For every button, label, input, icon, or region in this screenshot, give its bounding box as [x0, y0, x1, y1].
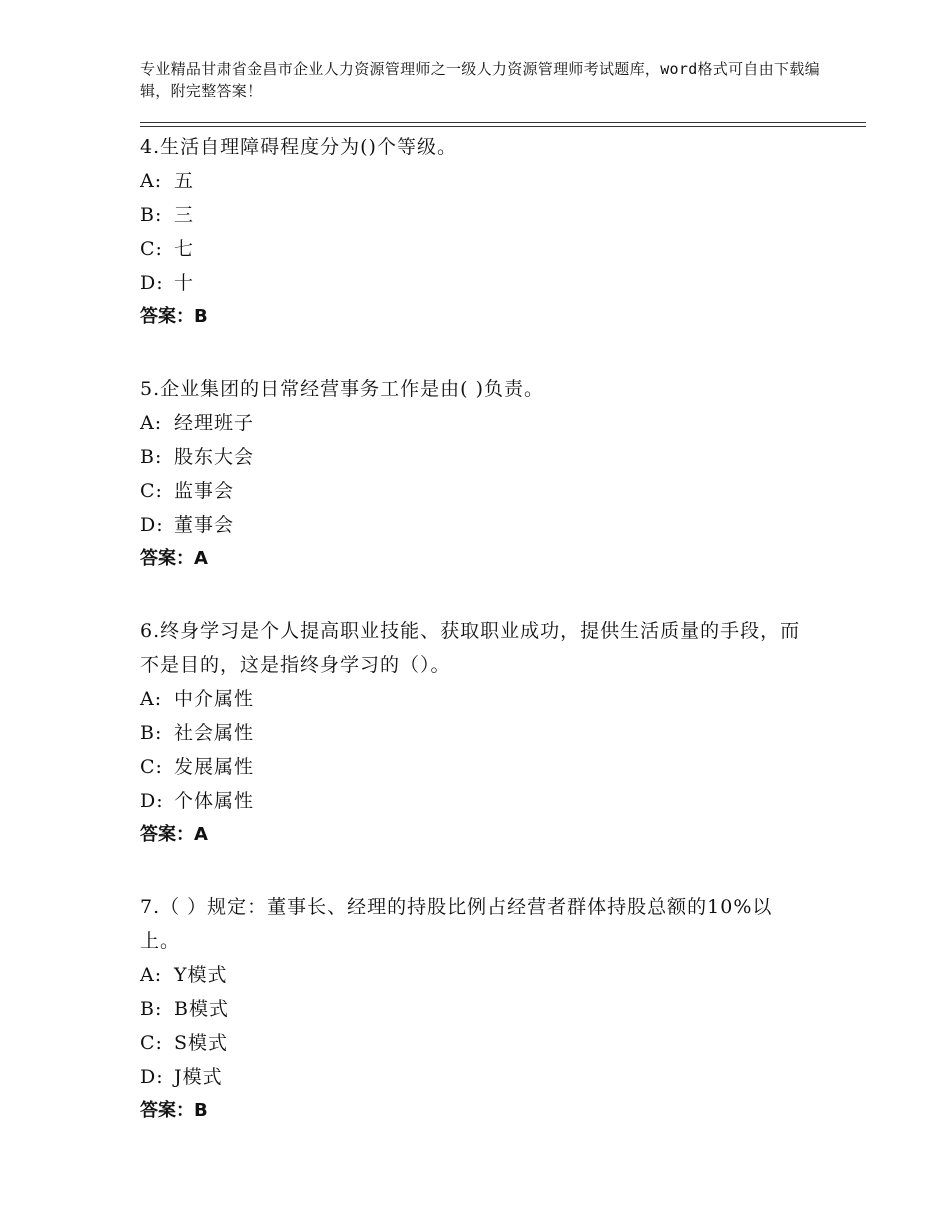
answer-line: 答案：A [140, 824, 208, 845]
option-text: 七 [174, 238, 195, 260]
option-letter: B: [140, 722, 163, 744]
option-letter: C: [140, 238, 163, 260]
option-b [140, 992, 810, 1026]
document-header: 专业精品甘肃省金昌市企业人力资源管理师之一级人力资源管理师考试题库，word格式可自由下载编辑，附完整答案！ [140, 60, 820, 100]
option-text: 股东大会 [174, 446, 255, 468]
option-text: S模式 [174, 1032, 229, 1054]
option-letter: B: [140, 998, 163, 1020]
option-text: 监事会 [174, 480, 235, 502]
option-text: 董事会 [174, 514, 235, 536]
question-stem: 4.生活自理障碍程度分为()个等级。 [140, 136, 457, 158]
option-letter: A: [140, 688, 163, 710]
option-letter: A: [140, 412, 163, 434]
option-text: 经理班子 [174, 412, 255, 434]
option-a [140, 682, 810, 716]
answer-line: 答案：B [140, 1100, 208, 1121]
question-6 [140, 614, 810, 852]
option-b [140, 716, 810, 750]
header-divider-top [140, 122, 866, 123]
question-stem: 7.（ ）规定：董事长、经理的持股比例占经营者群体持股总额的10%以上。 [140, 896, 773, 952]
option-text: 社会属性 [174, 722, 255, 744]
question-5 [140, 372, 810, 576]
option-letter: D: [140, 790, 164, 812]
option-c [140, 474, 810, 508]
option-b [140, 198, 810, 232]
option-text: Y模式 [174, 964, 228, 986]
option-letter: C: [140, 756, 163, 778]
option-letter: A: [140, 964, 163, 986]
option-text: J模式 [174, 1066, 223, 1088]
option-text: 三 [174, 204, 195, 226]
option-letter: A: [140, 170, 163, 192]
option-letter: B: [140, 204, 163, 226]
option-letter: B: [140, 446, 163, 468]
answer-line: 答案：A [140, 548, 208, 569]
option-text: B模式 [174, 998, 229, 1020]
option-text: 发展属性 [174, 756, 255, 778]
question-list [140, 130, 810, 1166]
header-divider-bottom [140, 126, 866, 127]
option-text: 个体属性 [174, 790, 255, 812]
option-text: 十 [174, 272, 195, 294]
option-letter: C: [140, 480, 163, 502]
option-a [140, 406, 810, 440]
option-c [140, 750, 810, 784]
option-b [140, 440, 810, 474]
option-d [140, 784, 810, 818]
question-4 [140, 130, 810, 334]
option-a [140, 164, 810, 198]
option-a [140, 958, 810, 992]
option-d [140, 1060, 810, 1094]
option-letter: C: [140, 1032, 163, 1054]
option-letter: D: [140, 514, 164, 536]
option-c [140, 232, 810, 266]
question-stem: 5.企业集团的日常经营事务工作是由( )负责。 [140, 378, 544, 400]
question-7 [140, 890, 810, 1128]
option-text: 五 [174, 170, 195, 192]
question-stem: 6.终身学习是个人提高职业技能、获取职业成功，提供生活质量的手段，而不是目的，这是指终身学习的（）。 [140, 620, 801, 676]
answer-line: 答案：B [140, 306, 208, 327]
option-letter: D: [140, 1066, 164, 1088]
option-letter: D: [140, 272, 164, 294]
option-text: 中介属性 [174, 688, 255, 710]
option-c [140, 1026, 810, 1060]
option-d [140, 508, 810, 542]
option-d [140, 266, 810, 300]
